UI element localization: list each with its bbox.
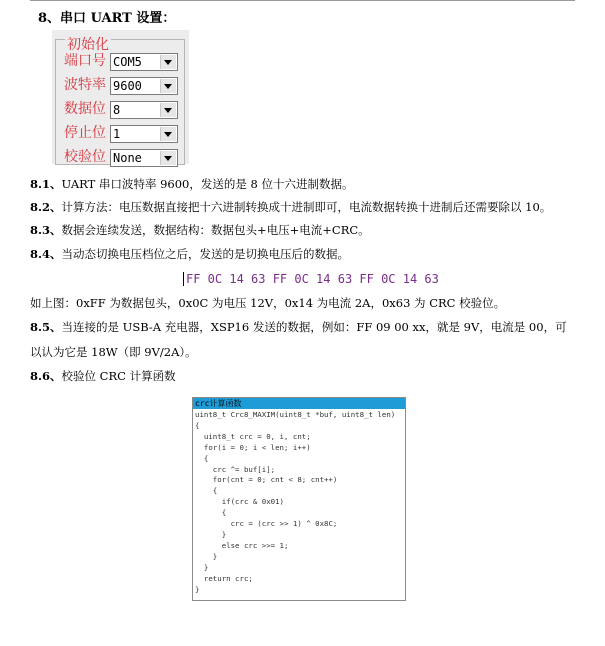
item-text: UART 串口波特率 9600，发送的是 8 位十六进制数据。 xyxy=(61,177,354,191)
baud-value: 9600 xyxy=(113,79,142,93)
item-number: 8.3、 xyxy=(30,223,62,237)
crc-code-box xyxy=(192,397,406,601)
databits-value: 8 xyxy=(113,103,121,117)
port-value: COM5 xyxy=(113,55,142,69)
explain-text: 如上图：0xFF 为数据包头，0x0C 为电压 12V，0x14 为电流 2A，0x63 为 CRC 校验位。 xyxy=(30,296,506,310)
item-8-5 xyxy=(30,319,567,335)
item-text: 当动态切换电压档位之后，发送的是切换电压后的数据。 xyxy=(61,247,350,261)
parity-value: None xyxy=(113,151,142,165)
baud-label: 波特率 xyxy=(64,77,106,93)
item-number: 8.6、 xyxy=(30,369,62,383)
item-8-1 xyxy=(30,176,354,192)
parity-label: 校验位 xyxy=(64,149,106,165)
item-8-6 xyxy=(30,368,176,384)
item-8-4 xyxy=(30,246,349,262)
section-heading: 8、串口 UART 设置： xyxy=(38,11,176,26)
chevron-down-icon[interactable] xyxy=(160,79,176,93)
item-8-2 xyxy=(30,199,551,215)
item-number: 8.1、 xyxy=(30,177,62,191)
chevron-down-icon[interactable] xyxy=(160,127,176,141)
top-rule xyxy=(30,0,575,1)
databits-label: 数据位 xyxy=(64,101,106,117)
port-select[interactable] xyxy=(110,53,178,71)
parity-select[interactable] xyxy=(110,149,178,167)
item-text: 当连接的是 USB-A 充电器，XSP16 发送的数据，例如：FF 09 00 xx，就是 9V，电流是 00，可 xyxy=(61,320,567,334)
uart-settings-panel xyxy=(52,30,189,164)
baud-select[interactable] xyxy=(110,77,178,95)
stopbits-label: 停止位 xyxy=(64,125,106,141)
chevron-down-icon[interactable] xyxy=(160,55,176,69)
databits-select[interactable] xyxy=(110,101,178,119)
item-8-3 xyxy=(30,222,370,238)
init-groupbox xyxy=(55,39,185,165)
stopbits-select[interactable] xyxy=(110,125,178,143)
chevron-down-icon[interactable] xyxy=(160,103,176,117)
code-body: uint8_t Crc8_MAXIM(uint8_t *buf, uint8_t len) { uint8_t crc = 0, i, cnt; for(i = 0; i < len; i++) { crc ^= buf[i]; for(cnt = 0; cnt < 8; cnt++) { if(crc & 0x01) { crc = (crc >> 1) ^ 0x8C; } else crc >>= 1; } } return crc; } xyxy=(195,410,396,594)
item-text: 数据会连续发送，数据结构：数据包头+电压+电流+CRC。 xyxy=(61,223,370,237)
chevron-down-icon[interactable] xyxy=(160,151,176,165)
item-number: 8.5、 xyxy=(30,320,62,334)
code-title: crc计算函数 xyxy=(193,398,405,409)
item-number: 8.2、 xyxy=(30,200,62,214)
group-title: 初始化 xyxy=(67,37,109,53)
item-text: 计算方法：电压数据直接把十六进制转换成十进制即可，电流数据转换十进制后还需要除以 10。 xyxy=(61,200,552,214)
item-number: 8.4、 xyxy=(30,247,62,261)
item-8-5-cont: 以认为它是 18W（即 9V/2A）。 xyxy=(30,345,197,359)
item-text: 校验位 CRC 计算函数 xyxy=(61,369,176,383)
port-label: 端口号 xyxy=(64,53,106,69)
stopbits-value: 1 xyxy=(113,127,121,141)
hex-sample: FF 0C 14 63 FF 0C 14 63 FF 0C 14 63 xyxy=(183,272,439,286)
